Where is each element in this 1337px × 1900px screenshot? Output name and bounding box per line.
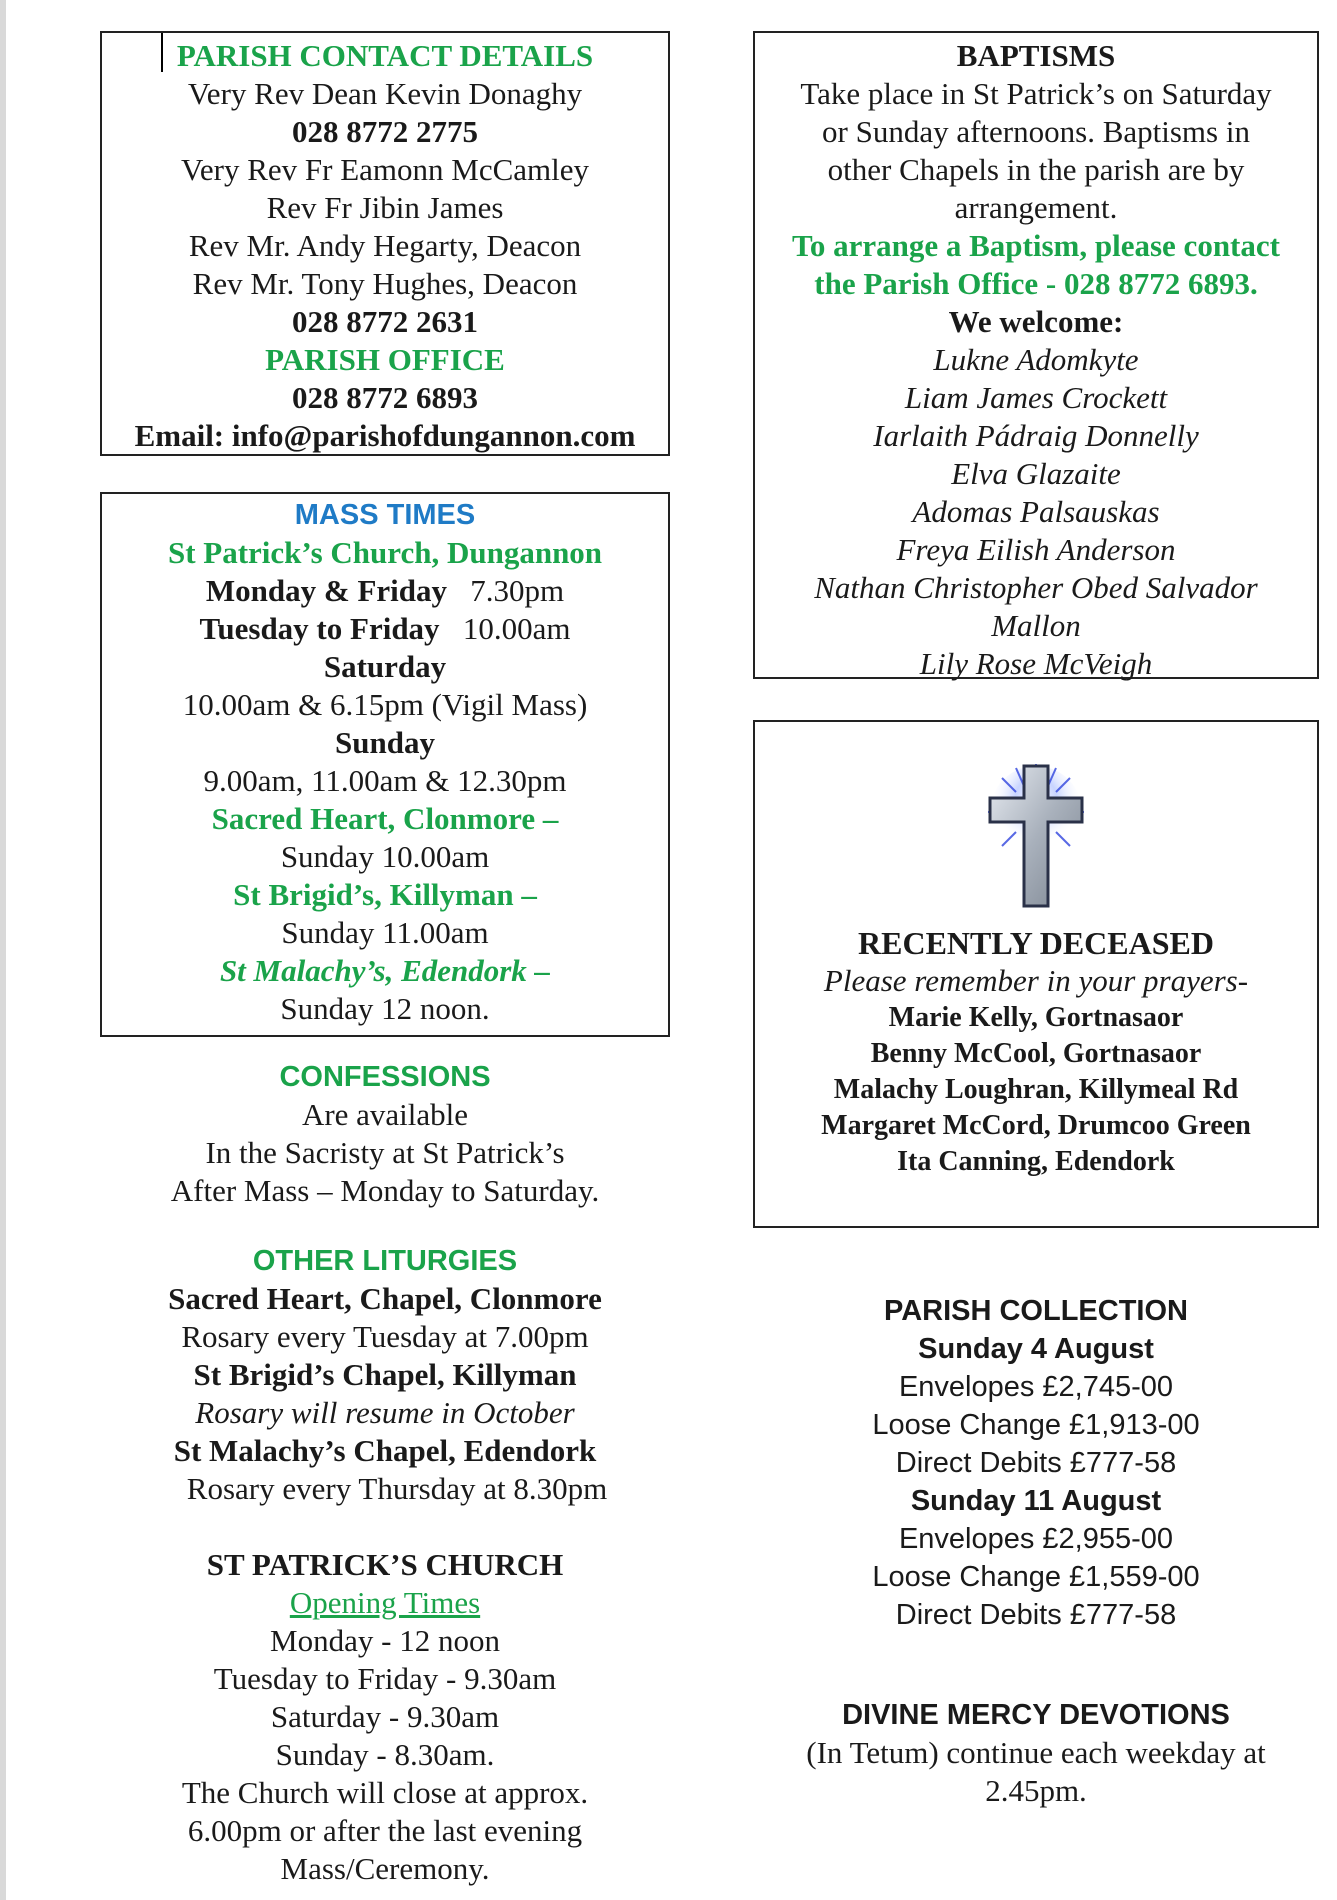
baptisms-title: BAPTISMS [956,38,1116,73]
church-section [100,1546,670,1888]
collection-section [753,1292,1319,1634]
saturday-label: Saturday [323,649,447,684]
devotions-title: DIVINE MERCY DEVOTIONS [842,1699,1230,1731]
liturgies-title: OTHER LITURGIES [252,1245,518,1277]
mass-times-box [100,492,670,1037]
deceased-title: RECENTLY DECEASED [858,925,1214,961]
liturgy-detail-1: Rosary every Tuesday at 7.00pm [181,1319,589,1354]
contact-box [100,31,670,456]
liturgy-place-3: St Malachy’s Chapel, Edendork [173,1433,597,1468]
closing-line-3: Mass/Ceremony. [280,1851,490,1886]
liturgy-place-1: Sacred Heart, Chapel, Clonmore [168,1281,602,1316]
baptism-name: Mallon [991,608,1081,643]
sacred-heart-time: Sunday 10.00am [280,839,490,874]
church-st-brigids: St Brigid’s, Killyman – [233,877,537,912]
priest-3: Rev Fr Jibin James [266,190,504,225]
liturgy-place-2: St Brigid’s Chapel, Killyman [193,1357,577,1392]
devotions-section [753,1696,1319,1810]
sunday-times: 9.00am, 11.00am & 12.30pm [203,763,567,798]
opening-times-heading: Opening Times [289,1585,481,1620]
baptisms-box [753,31,1319,679]
confessions-line-2: In the Sacristy at St Patrick’s [205,1135,565,1170]
mon-fri-row [102,572,668,610]
week1-loose-change: Loose Change £1,913-00 [872,1409,1200,1441]
baptisms-line-3: other Chapels in the parish are by [827,152,1245,187]
baptism-name: Liam James Crockett [904,380,1168,415]
confessions-line-1: Are available [301,1097,469,1132]
cross-icon [956,760,1116,910]
tue-fri-label: Tuesday to Friday [199,611,440,646]
confessions-section [100,1058,670,1210]
deceased-name: Malachy Loughran, Killymeal Rd [833,1074,1239,1105]
deceased-name: Benny McCool, Gortnasaor [870,1038,1202,1069]
church-sacred-heart: Sacred Heart, Clonmore – [211,801,559,836]
phone-2: 028 8772 2631 [292,304,478,339]
church-st-patricks: St Patrick’s Church, Dungannon [167,535,603,570]
opening-line-4: Sunday - 8.30am. [275,1737,495,1772]
baptisms-contact-1: To arrange a Baptism, please contact [792,228,1280,263]
opening-line-1: Monday - 12 noon [270,1623,500,1658]
deceased-name: Margaret McCord, Drumcoo Green [821,1110,1251,1141]
collection-week-1: Sunday 4 August [918,1333,1154,1365]
baptism-name: Lily Rose McVeigh [919,646,1153,681]
baptism-name: Nathan Christopher Obed Salvador [814,570,1258,605]
mass-title: MASS TIMES [294,499,476,531]
left-page-edge [0,0,6,1900]
confessions-line-3: After Mass – Monday to Saturday. [170,1173,600,1208]
baptism-name: Iarlaith Pádraig Donnelly [873,418,1199,453]
liturgy-detail-2: Rosary will resume in October [195,1395,575,1430]
week2-direct-debits: Direct Debits £777-58 [895,1599,1177,1631]
phone-1: 028 8772 2775 [292,114,478,149]
contact-title: PARISH CONTACT DETAILS [176,38,594,73]
baptism-name: Freya Eilish Anderson [896,532,1176,567]
church-title: ST PATRICK’S CHURCH [206,1547,564,1582]
liturgies-section [100,1242,670,1508]
baptisms-line-2: or Sunday afternoons. Baptisms in [822,114,1250,149]
devotions-line-1: (In Tetum) continue each weekday at [806,1735,1266,1770]
cross-wrap [755,760,1317,910]
deceased-name: Marie Kelly, Gortnasaor [888,1002,1184,1033]
baptism-name: Lukne Adomkyte [933,342,1139,377]
collection-week-2: Sunday 11 August [910,1485,1162,1517]
baptism-name: Adomas Palsauskas [912,494,1160,529]
week2-envelopes: Envelopes £2,955-00 [898,1523,1174,1555]
week1-direct-debits: Direct Debits £777-58 [895,1447,1177,1479]
deacon-1: Rev Mr. Andy Hegarty, Deacon [188,228,582,263]
liturgy-detail-3: Rosary every Thursday at 8.30pm [186,1471,608,1506]
welcome-heading: We welcome: [948,304,1124,339]
opening-line-2: Tuesday to Friday - 9.30am [213,1661,557,1696]
collection-title: PARISH COLLECTION [884,1295,1188,1327]
mon-fri-time: 7.30pm [470,573,565,608]
closing-line-1: The Church will close at approx. [181,1775,589,1810]
devotions-line-2: 2.45pm. [985,1773,1087,1808]
deceased-name: Ita Canning, Edendork [897,1146,1175,1177]
tue-fri-time: 10.00am [462,611,571,646]
tue-fri-row [102,610,668,648]
baptism-name: Elva Glazaite [951,456,1121,491]
baptisms-line-4: arrangement. [954,190,1118,225]
deceased-box [753,720,1319,1228]
office-heading: PARISH OFFICE [265,342,505,377]
office-phone: 028 8772 6893 [292,380,478,415]
office-email: Email: info@parishofdungannon.com [134,418,636,453]
church-st-malachys: St Malachy’s, Edendork – [219,953,551,988]
st-malachys-time: Sunday 12 noon. [280,991,490,1026]
sunday-label: Sunday [335,725,435,760]
week2-loose-change: Loose Change £1,559-00 [872,1561,1200,1593]
confessions-title: CONFESSIONS [279,1061,491,1093]
deacon-2: Rev Mr. Tony Hughes, Deacon [192,266,578,301]
saturday-times: 10.00am & 6.15pm (Vigil Mass) [182,687,588,722]
priest-1: Very Rev Dean Kevin Donaghy [187,76,583,111]
baptisms-contact-2: the Parish Office - 028 8772 6893. [814,266,1258,301]
closing-line-2: 6.00pm or after the last evening [187,1813,583,1848]
opening-line-3: Saturday - 9.30am [270,1699,500,1734]
week1-envelopes: Envelopes £2,745-00 [898,1371,1174,1403]
mon-fri-label: Monday & Friday [205,573,447,608]
baptisms-line-1: Take place in St Patrick’s on Saturday [800,76,1272,111]
deceased-subtitle: Please remember in your prayers- [823,963,1249,998]
priest-2: Very Rev Fr Eamonn McCamley [180,152,590,187]
st-brigids-time: Sunday 11.00am [281,915,489,950]
